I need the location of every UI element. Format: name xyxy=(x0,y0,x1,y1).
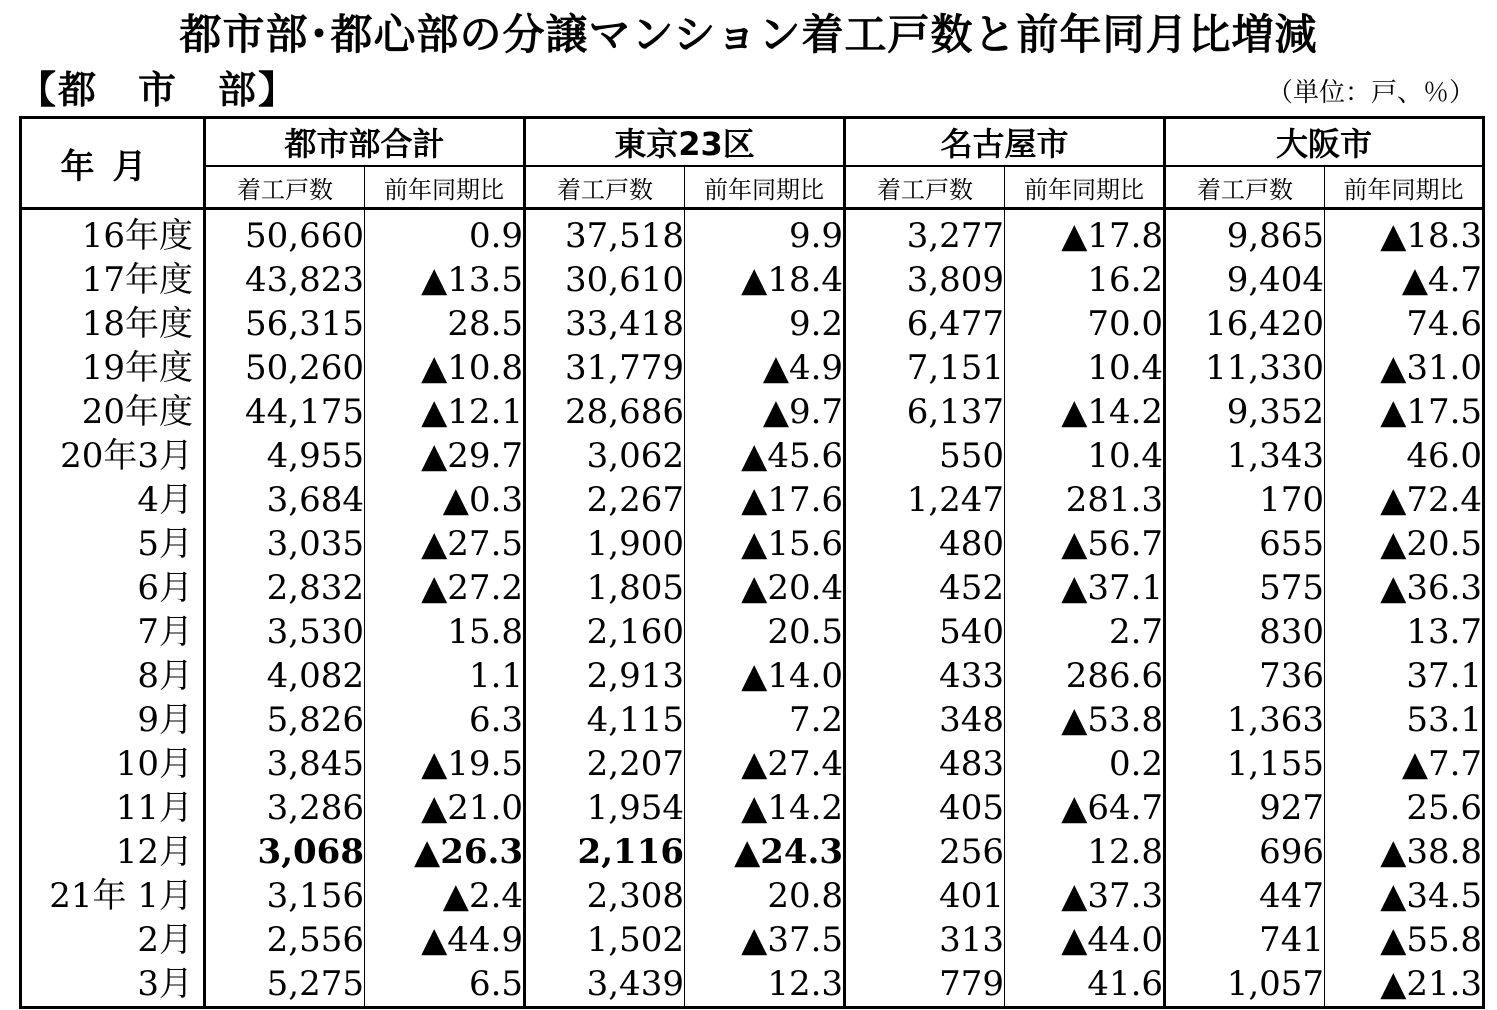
yoy-cell: 28.5 xyxy=(365,302,525,346)
yoy-cell: ▲56.7 xyxy=(1005,522,1165,566)
row-label: 9月 xyxy=(137,700,193,740)
yoy-cell: 10.4 xyxy=(1005,434,1165,478)
year-month-header: 年月 xyxy=(21,118,205,209)
yoy-cell: ▲29.7 xyxy=(365,434,525,478)
starts-cell: 16,420 xyxy=(1165,302,1325,346)
starts-cell: 830 xyxy=(1165,610,1325,654)
starts-cell: 401 xyxy=(845,874,1005,918)
starts-cell: 28,686 xyxy=(525,390,685,434)
table-body xyxy=(21,209,1484,1008)
starts-cell: 9,865 xyxy=(1165,209,1325,259)
yoy-cell: ▲38.8 xyxy=(1325,830,1484,874)
table-row xyxy=(21,258,1484,302)
yoy-cell: ▲4.7 xyxy=(1325,258,1484,302)
starts-cell: 3,286 xyxy=(205,786,365,830)
row-label: 20年3月 xyxy=(60,436,193,476)
yoy-cell: ▲44.9 xyxy=(365,918,525,962)
starts-cell: 56,315 xyxy=(205,302,365,346)
table-row xyxy=(21,962,1484,1008)
starts-cell: 540 xyxy=(845,610,1005,654)
starts-cell: 31,779 xyxy=(525,346,685,390)
yoy-cell: ▲37.3 xyxy=(1005,874,1165,918)
starts-cell: 1,343 xyxy=(1165,434,1325,478)
starts-cell: 483 xyxy=(845,742,1005,786)
starts-cell: 452 xyxy=(845,566,1005,610)
sub-header-starts: 着工戸数 xyxy=(525,166,685,209)
yoy-cell: ▲18.3 xyxy=(1325,209,1484,259)
table-row xyxy=(21,390,1484,434)
table-row xyxy=(21,918,1484,962)
starts-cell: 5,275 xyxy=(205,962,365,1008)
starts-cell: 779 xyxy=(845,962,1005,1008)
yoy-cell: ▲36.3 xyxy=(1325,566,1484,610)
yoy-cell: ▲17.5 xyxy=(1325,390,1484,434)
group-header-total: 都市部合計 xyxy=(205,118,525,167)
yoy-cell: ▲14.2 xyxy=(685,786,845,830)
starts-cell: 7,151 xyxy=(845,346,1005,390)
yoy-cell: ▲18.4 xyxy=(685,258,845,302)
table-row xyxy=(21,874,1484,918)
yoy-cell: 12.3 xyxy=(685,962,845,1008)
yoy-cell: 6.3 xyxy=(365,698,525,742)
row-label: 12月 xyxy=(115,832,193,872)
table-row xyxy=(21,742,1484,786)
starts-cell: 2,913 xyxy=(525,654,685,698)
row-label: 21年 1月 xyxy=(49,876,193,916)
yoy-cell: ▲9.7 xyxy=(685,390,845,434)
yoy-cell: 70.0 xyxy=(1005,302,1165,346)
starts-cell: 11,330 xyxy=(1165,346,1325,390)
starts-cell: 1,900 xyxy=(525,522,685,566)
header-row-sub xyxy=(21,166,1484,209)
starts-cell: 1,057 xyxy=(1165,962,1325,1008)
yoy-cell: ▲19.5 xyxy=(365,742,525,786)
yoy-cell: ▲27.5 xyxy=(365,522,525,566)
yoy-cell: ▲4.9 xyxy=(685,346,845,390)
yoy-cell: ▲37.1 xyxy=(1005,566,1165,610)
yoy-cell: ▲45.6 xyxy=(685,434,845,478)
group-header-osaka: 大阪市 xyxy=(1165,118,1484,167)
starts-cell: 37,518 xyxy=(525,209,685,259)
yoy-cell: 13.7 xyxy=(1325,610,1484,654)
yoy-cell: ▲20.5 xyxy=(1325,522,1484,566)
yoy-cell: ▲14.2 xyxy=(1005,390,1165,434)
starts-cell: 43,823 xyxy=(205,258,365,302)
yoy-cell: 12.8 xyxy=(1005,830,1165,874)
table-row xyxy=(21,698,1484,742)
yoy-cell: ▲21.0 xyxy=(365,786,525,830)
yoy-cell: ▲17.6 xyxy=(685,478,845,522)
starts-cell: 313 xyxy=(845,918,1005,962)
sub-header-yoy: 前年同期比 xyxy=(1005,166,1165,209)
yoy-cell: ▲10.8 xyxy=(365,346,525,390)
table-row xyxy=(21,346,1484,390)
yoy-cell: ▲17.8 xyxy=(1005,209,1165,259)
starts-cell: 4,955 xyxy=(205,434,365,478)
starts-cell: 2,832 xyxy=(205,566,365,610)
sub-header-starts: 着工戸数 xyxy=(1165,166,1325,209)
starts-cell: 2,267 xyxy=(525,478,685,522)
row-label: 8月 xyxy=(137,656,193,696)
yoy-cell: 20.8 xyxy=(685,874,845,918)
yoy-cell: 53.1 xyxy=(1325,698,1484,742)
row-label: 7月 xyxy=(137,612,193,652)
starts-cell: 447 xyxy=(1165,874,1325,918)
starts-cell: 575 xyxy=(1165,566,1325,610)
starts-cell: 1,363 xyxy=(1165,698,1325,742)
starts-cell: 1,954 xyxy=(525,786,685,830)
yoy-cell: ▲55.8 xyxy=(1325,918,1484,962)
row-label: 6月 xyxy=(137,568,193,608)
section-label: 【都 市 部】 xyxy=(18,68,299,112)
sub-header-starts: 着工戸数 xyxy=(205,166,365,209)
starts-cell: 736 xyxy=(1165,654,1325,698)
row-label: 18年度 xyxy=(81,304,193,344)
row-label: 20年度 xyxy=(81,392,193,432)
yoy-cell: 286.6 xyxy=(1005,654,1165,698)
starts-cell: 9,404 xyxy=(1165,258,1325,302)
yoy-cell: ▲13.5 xyxy=(365,258,525,302)
yoy-cell: 15.8 xyxy=(365,610,525,654)
yoy-cell: ▲27.2 xyxy=(365,566,525,610)
yoy-cell: 6.5 xyxy=(365,962,525,1008)
sub-header-yoy: 前年同期比 xyxy=(685,166,845,209)
sub-header-yoy: 前年同期比 xyxy=(1325,166,1484,209)
table-row xyxy=(21,522,1484,566)
table-row xyxy=(21,209,1484,259)
yoy-cell: ▲53.8 xyxy=(1005,698,1165,742)
starts-cell: 2,556 xyxy=(205,918,365,962)
row-label: 2月 xyxy=(137,920,193,960)
yoy-cell: 74.6 xyxy=(1325,302,1484,346)
yoy-cell: ▲0.3 xyxy=(365,478,525,522)
starts-cell: 3,068 xyxy=(205,830,365,874)
sub-header-yoy: 前年同期比 xyxy=(365,166,525,209)
yoy-cell: ▲15.6 xyxy=(685,522,845,566)
starts-cell: 696 xyxy=(1165,830,1325,874)
starts-cell: 2,308 xyxy=(525,874,685,918)
yoy-cell: 10.4 xyxy=(1005,346,1165,390)
row-label: 16年度 xyxy=(81,216,193,256)
yoy-cell: 46.0 xyxy=(1325,434,1484,478)
starts-cell: 3,684 xyxy=(205,478,365,522)
starts-cell: 170 xyxy=(1165,478,1325,522)
yoy-cell: 9.2 xyxy=(685,302,845,346)
starts-cell: 1,155 xyxy=(1165,742,1325,786)
table-row xyxy=(21,478,1484,522)
yoy-cell: ▲20.4 xyxy=(685,566,845,610)
yoy-cell: 25.6 xyxy=(1325,786,1484,830)
yoy-cell: ▲24.3 xyxy=(685,830,845,874)
yoy-cell: ▲64.7 xyxy=(1005,786,1165,830)
starts-cell: 3,530 xyxy=(205,610,365,654)
row-label: 11月 xyxy=(115,788,193,828)
table-row xyxy=(21,434,1484,478)
page-title: 都市部･都心部の分譲マンション着工戸数と前年同月比増減 xyxy=(179,10,1318,59)
yoy-cell: ▲7.7 xyxy=(1325,742,1484,786)
starts-cell: 3,439 xyxy=(525,962,685,1008)
starts-cell: 44,175 xyxy=(205,390,365,434)
yoy-cell: 0.2 xyxy=(1005,742,1165,786)
starts-cell: 3,845 xyxy=(205,742,365,786)
row-label: 3月 xyxy=(137,964,193,1004)
yoy-cell: 37.1 xyxy=(1325,654,1484,698)
yoy-cell: 7.2 xyxy=(685,698,845,742)
starts-cell: 256 xyxy=(845,830,1005,874)
starts-cell: 3,277 xyxy=(845,209,1005,259)
yoy-cell: ▲31.0 xyxy=(1325,346,1484,390)
yoy-cell: ▲14.0 xyxy=(685,654,845,698)
yoy-cell: 1.1 xyxy=(365,654,525,698)
starts-cell: 3,156 xyxy=(205,874,365,918)
starts-cell: 1,247 xyxy=(845,478,1005,522)
starts-cell: 33,418 xyxy=(525,302,685,346)
starts-cell: 6,137 xyxy=(845,390,1005,434)
starts-cell: 655 xyxy=(1165,522,1325,566)
housing-starts-table xyxy=(19,116,1485,1009)
starts-cell: 50,260 xyxy=(205,346,365,390)
header-row-groups xyxy=(21,118,1484,167)
yoy-cell: 9.9 xyxy=(685,209,845,259)
yoy-cell: 41.6 xyxy=(1005,962,1165,1008)
row-label: 10月 xyxy=(115,744,193,784)
table-row xyxy=(21,302,1484,346)
starts-cell: 927 xyxy=(1165,786,1325,830)
starts-cell: 3,809 xyxy=(845,258,1005,302)
yoy-cell: 2.7 xyxy=(1005,610,1165,654)
starts-cell: 480 xyxy=(845,522,1005,566)
row-label: 19年度 xyxy=(81,348,193,388)
starts-cell: 2,116 xyxy=(525,830,685,874)
starts-cell: 50,660 xyxy=(205,209,365,259)
yoy-cell: 16.2 xyxy=(1005,258,1165,302)
table-row xyxy=(21,786,1484,830)
table-row xyxy=(21,654,1484,698)
starts-cell: 2,207 xyxy=(525,742,685,786)
starts-cell: 5,826 xyxy=(205,698,365,742)
yoy-cell: ▲2.4 xyxy=(365,874,525,918)
yoy-cell: 0.9 xyxy=(365,209,525,259)
starts-cell: 433 xyxy=(845,654,1005,698)
yoy-cell: ▲34.5 xyxy=(1325,874,1484,918)
starts-cell: 550 xyxy=(845,434,1005,478)
table-row xyxy=(21,566,1484,610)
table-row xyxy=(21,610,1484,654)
row-label: 17年度 xyxy=(81,260,193,300)
starts-cell: 405 xyxy=(845,786,1005,830)
starts-cell: 2,160 xyxy=(525,610,685,654)
yoy-cell: ▲21.3 xyxy=(1325,962,1484,1008)
starts-cell: 4,082 xyxy=(205,654,365,698)
unit-label: （単位：戸、％） xyxy=(1266,78,1475,108)
yoy-cell: ▲37.5 xyxy=(685,918,845,962)
starts-cell: 9,352 xyxy=(1165,390,1325,434)
starts-cell: 348 xyxy=(845,698,1005,742)
starts-cell: 741 xyxy=(1165,918,1325,962)
sub-header-starts: 着工戸数 xyxy=(845,166,1005,209)
group-header-nagoya: 名古屋市 xyxy=(845,118,1165,167)
yoy-cell: 281.3 xyxy=(1005,478,1165,522)
yoy-cell: ▲12.1 xyxy=(365,390,525,434)
yoy-cell: ▲26.3 xyxy=(365,830,525,874)
yoy-cell: ▲44.0 xyxy=(1005,918,1165,962)
table-row xyxy=(21,830,1484,874)
starts-cell: 1,805 xyxy=(525,566,685,610)
starts-cell: 1,502 xyxy=(525,918,685,962)
starts-cell: 3,035 xyxy=(205,522,365,566)
row-label: 4月 xyxy=(137,480,193,520)
group-header-tokyo: 東京23区 xyxy=(525,118,845,167)
yoy-cell: ▲72.4 xyxy=(1325,478,1484,522)
row-label: 5月 xyxy=(137,524,193,564)
yoy-cell: ▲27.4 xyxy=(685,742,845,786)
starts-cell: 3,062 xyxy=(525,434,685,478)
starts-cell: 30,610 xyxy=(525,258,685,302)
starts-cell: 6,477 xyxy=(845,302,1005,346)
starts-cell: 4,115 xyxy=(525,698,685,742)
yoy-cell: 20.5 xyxy=(685,610,845,654)
